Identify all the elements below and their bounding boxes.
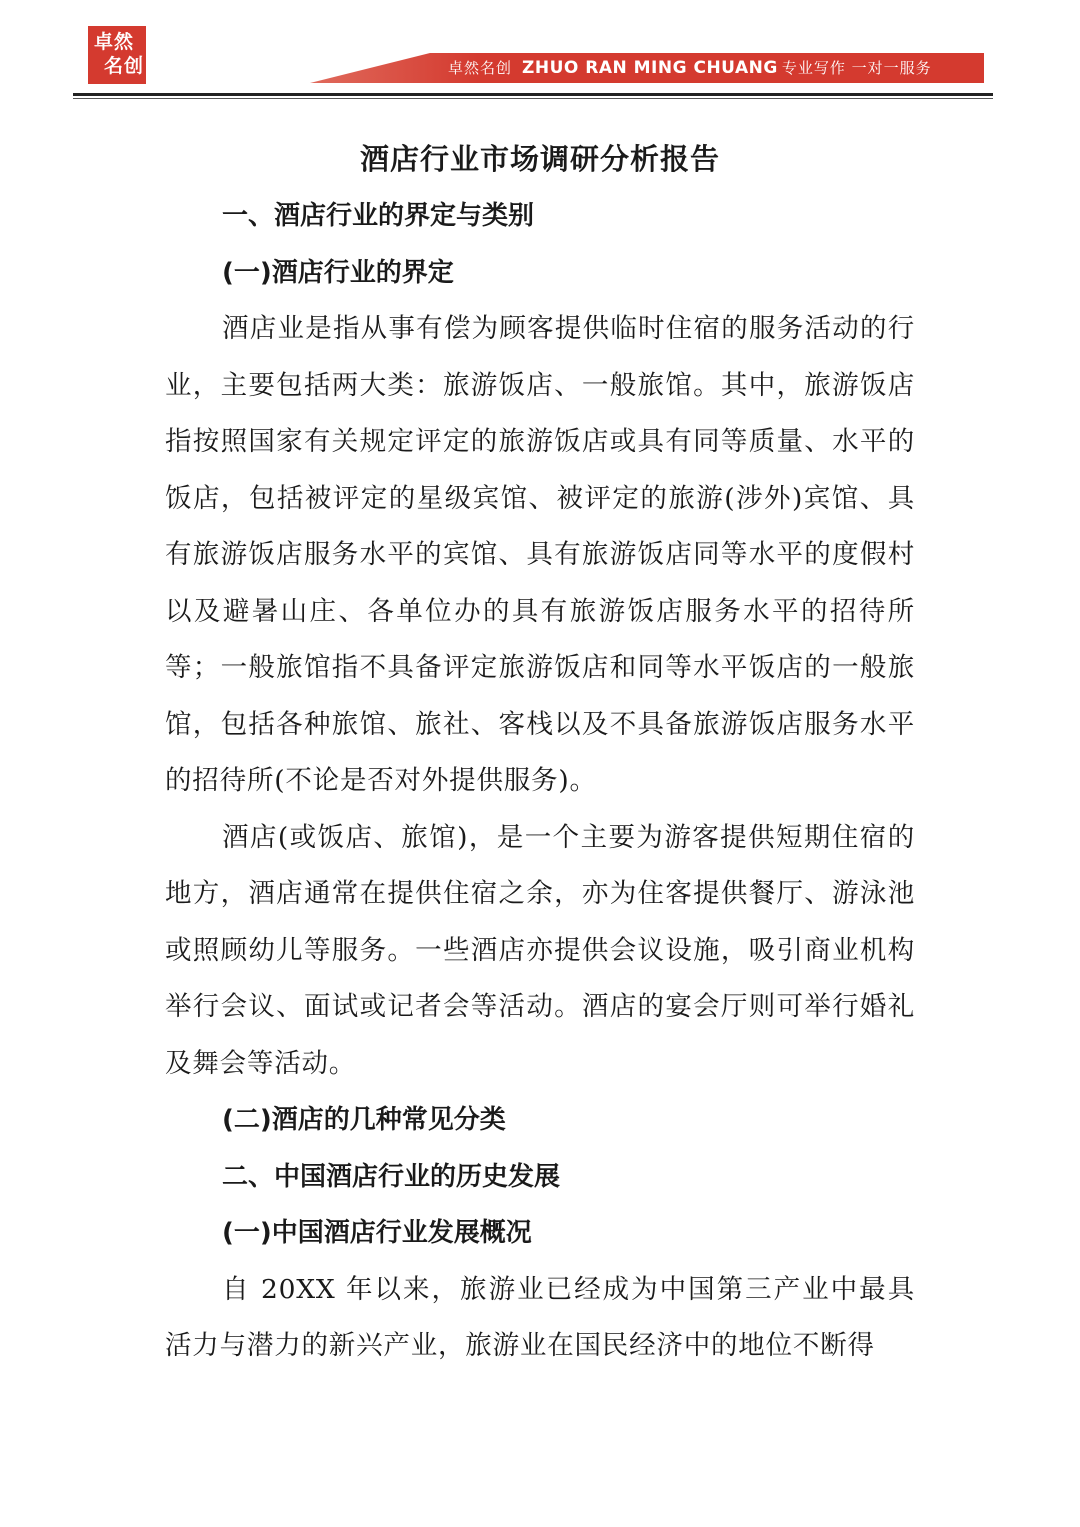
paragraph-1: 酒店业是指从事有偿为顾客提供临时住宿的服务活动的行业，主要包括两大类：旅游饭店、一般旅馆。其中，旅游饭店指按照国家有关规定评定的旅游饭店或具有同等质量、水平的饭店，包括被评定的星级宾馆、被评定的旅游(涉外)宾馆、具有旅游饭店服务水平的宾馆、具有旅游饭店同等水平的度假村以及避暑山庄、各单位办的具有旅游饭店服务水平的招待所等；一般旅馆指不具备评定旅游饭店和同等水平饭店的一般旅馆，包括各种旅馆、旅社、客栈以及不具备旅游饭店服务水平的招待所(不论是否对外提供服务)。 [165,313,915,796]
paragraph-2: 酒店(或饭店、旅馆)，是一个主要为游客提供短期住宿的地方，酒店通常在提供住宿之余，亦为住客提供餐厅、游泳池或照顾幼儿等服务。一些酒店亦提供会议设施，吸引商业机构举行会议、面试或记者会等活动。酒店的宴会厅则可举行婚礼及舞会等活动。 [165,821,915,1079]
section-1-heading: 一、酒店行业的界定与类别 [222,201,535,231]
section-2-heading: 二、中国酒店行业的历史发展 [222,1161,561,1192]
banner-en-name: ZHUO RAN MING CHUANG [522,58,778,78]
logo-line-2: 名创 [104,55,145,77]
banner-cn-name: 卓然名创 [448,59,513,77]
section-1-subheading-2: (二)酒店的几种常见分类 [222,1105,506,1135]
document-body [165,130,915,1375]
section-1-subheading-1: (一)酒店行业的界定 [222,257,454,288]
brand-logo [88,26,146,84]
logo-line-1: 卓然 [94,31,135,53]
header-banner [310,53,984,83]
section-2-subheading-1: (一)中国酒店行业发展概况 [222,1218,532,1248]
header-rule-thin [73,98,993,99]
banner-tagline: 专业写作 一对一服务 [781,59,932,77]
header-rule [73,93,993,96]
document-title: 酒店行业市场调研分析报告 [359,142,720,176]
paragraph-3: 自 20XX 年以来，旅游业已经成为中国第三产业中最具活力与潜力的新兴产业，旅游业在国民经济中的地位不断得 [165,1273,915,1361]
banner-text [448,53,932,83]
